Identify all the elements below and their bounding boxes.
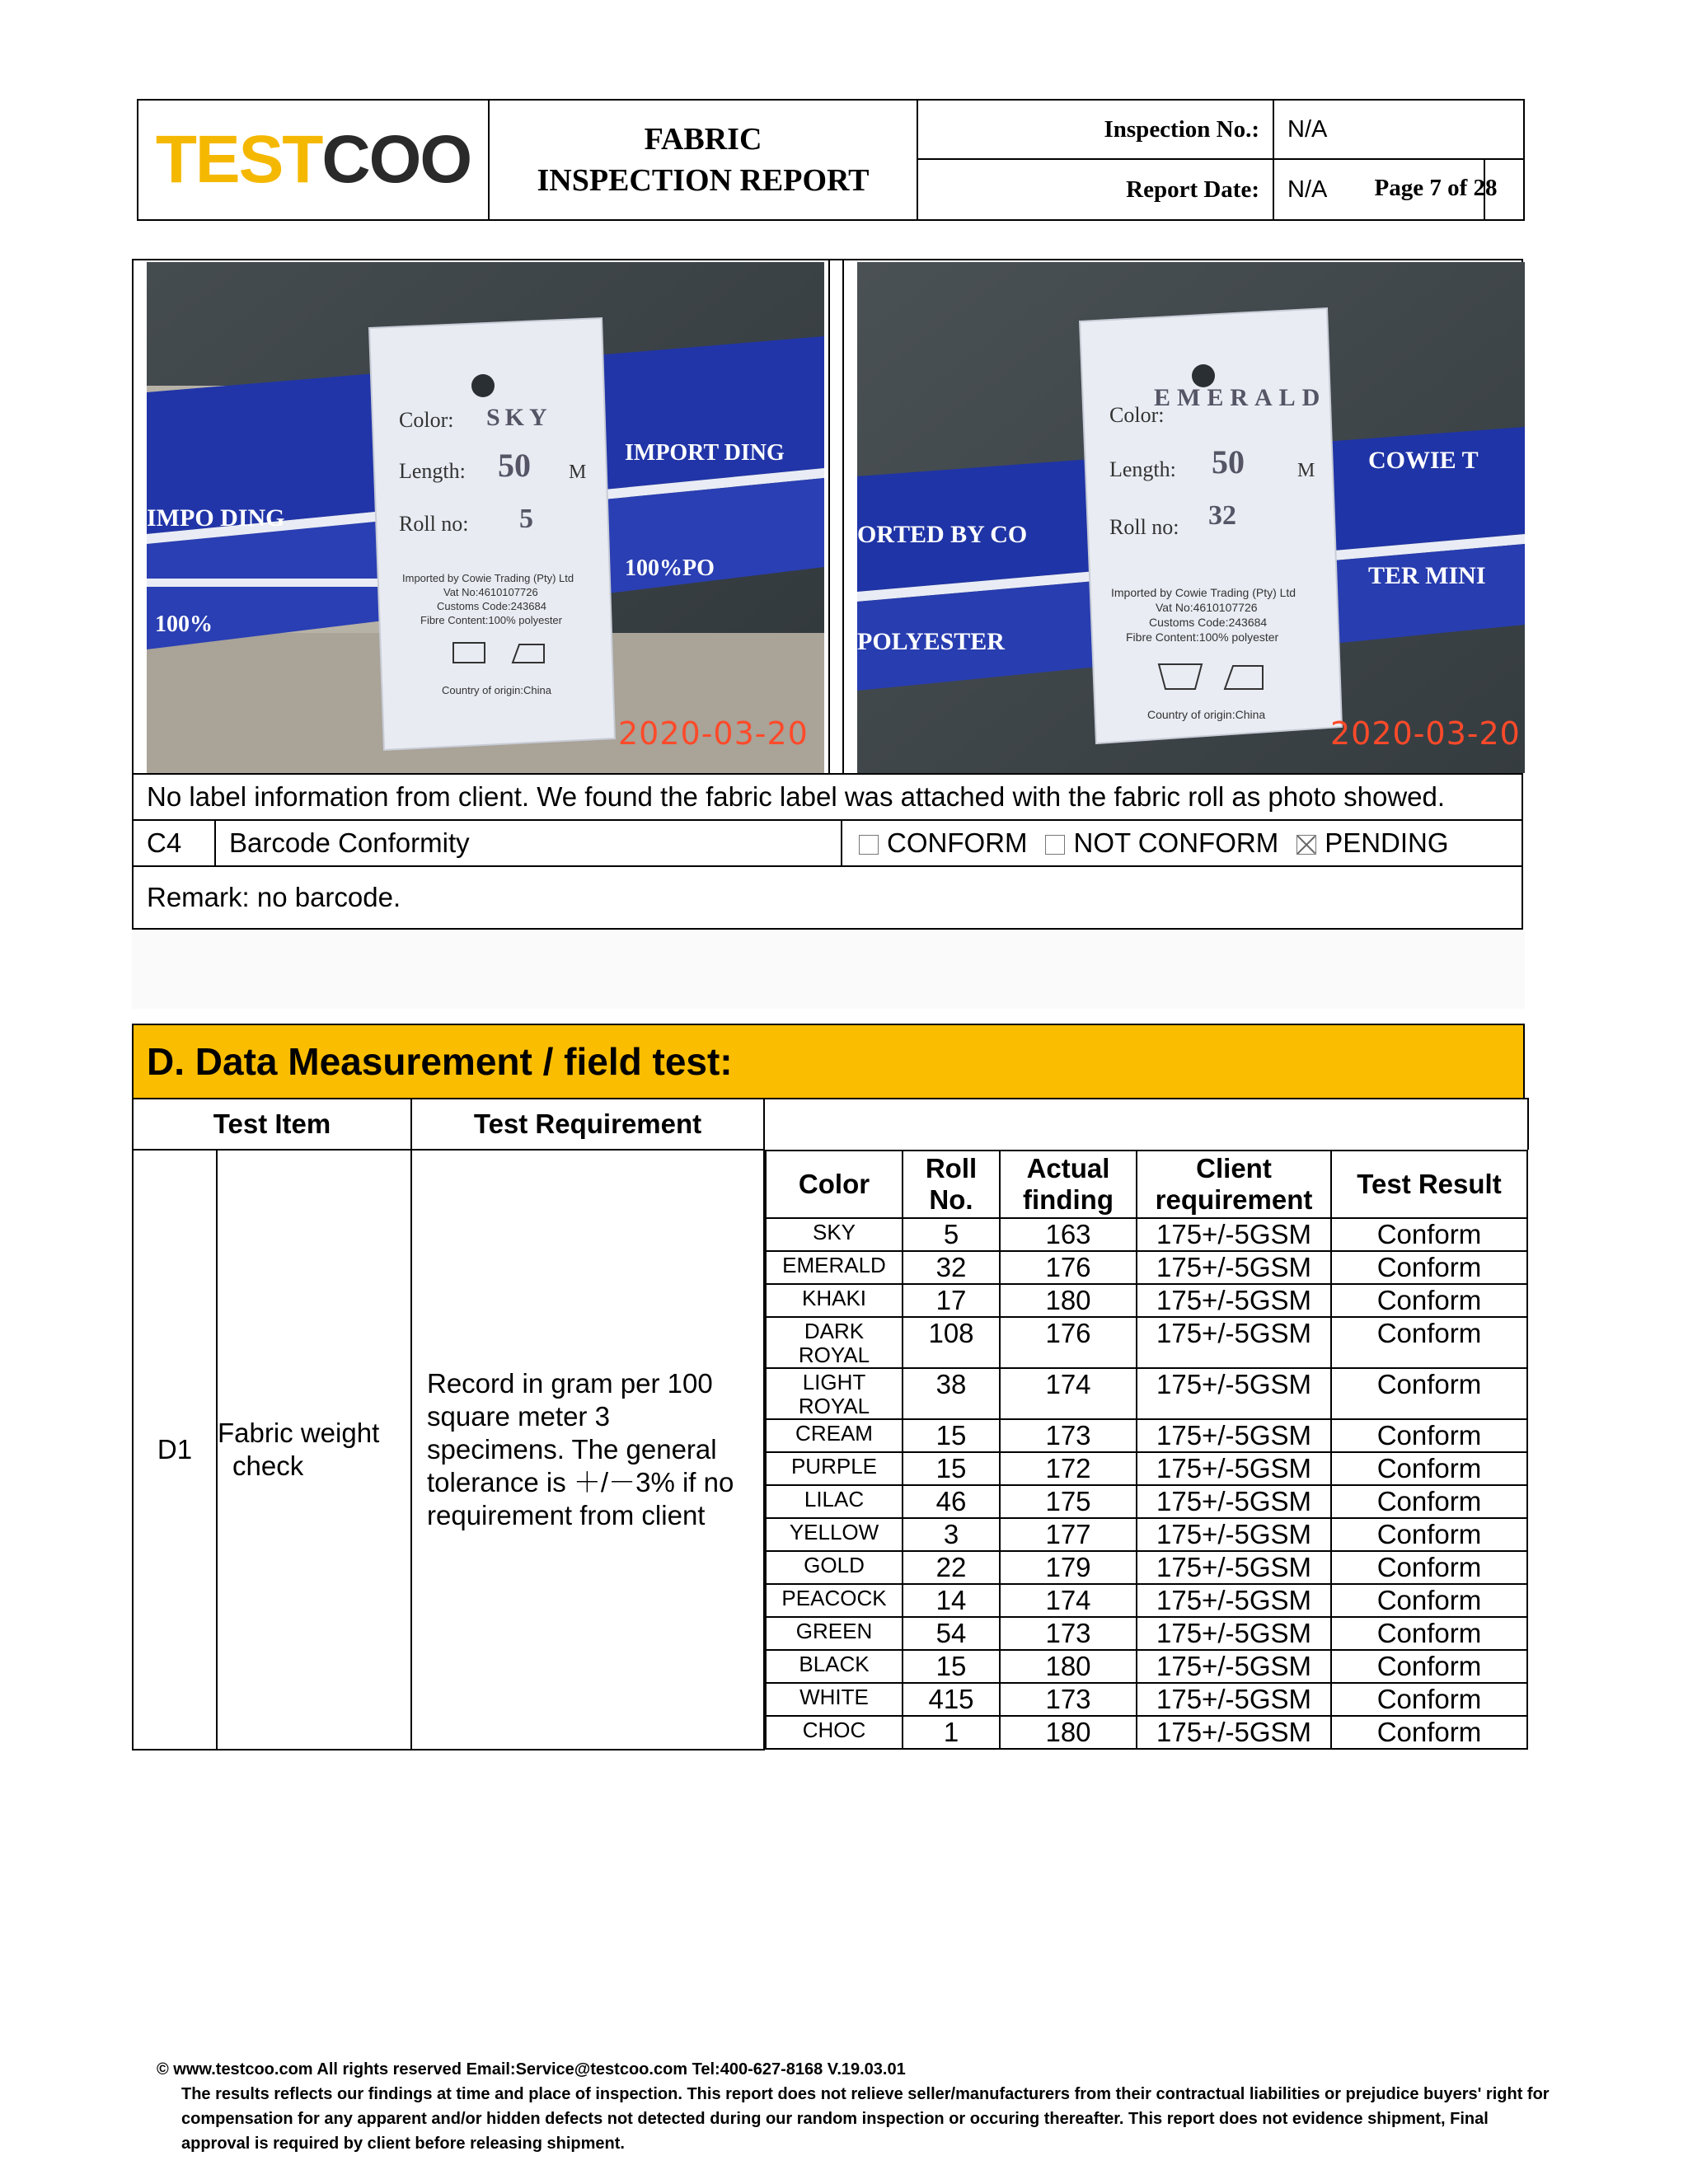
report-date-label: Report Date: [918,160,1274,219]
table-row [766,1251,1527,1284]
cell-color: YELLOW [766,1518,903,1551]
inspection-no-value: N/A [1274,101,1523,160]
cell-client-req: 175+/-5GSM [1137,1251,1331,1284]
tag-customs: Customs Code:243684 [1149,616,1268,629]
pending-checkbox[interactable] [1296,835,1316,855]
data-measurement-table [132,1098,1529,1750]
cell-client-req: 175+/-5GSM [1137,1317,1331,1368]
col-test-requirement: Test Requirement [411,1099,764,1150]
not-conform-option[interactable]: NOT CONFORM [1045,827,1278,859]
photo-emerald-label [857,262,1525,773]
cell-result: Conform [1331,1368,1527,1419]
cell-actual: 177 [1000,1518,1137,1551]
cell-color: CHOC [766,1716,903,1749]
svg-text:100%PO: 100%PO [625,555,715,581]
footer [157,2057,1550,2156]
tag-color-label: Color: [399,408,454,432]
cell-color: WHITE [766,1683,903,1716]
cell-actual: 176 [1000,1317,1137,1368]
cell-actual: 180 [1000,1716,1137,1749]
svg-text:100%: 100% [155,612,213,637]
not-conform-checkbox[interactable] [1045,835,1065,855]
label-note: No label information from client. We found the fabric label was attached with the fabric roll as photo showed. [147,781,1446,812]
cell-roll: 38 [903,1368,1000,1419]
cell-client-req: 175+/-5GSM [1137,1716,1331,1749]
cell-client-req: 175+/-5GSM [1137,1617,1331,1650]
cell-client-req: 175+/-5GSM [1137,1584,1331,1617]
cell-actual: 175 [1000,1485,1137,1518]
cell-roll: 15 [903,1650,1000,1683]
svg-text:IMPORT DING: IMPORT DING [625,440,785,466]
tag-length-value: 50 [1212,443,1245,480]
cell-result: Conform [1331,1218,1527,1251]
svg-text:IMPO DING: IMPO DING [147,504,285,532]
tag-color-label: Color: [1109,403,1165,427]
table-row [766,1650,1527,1683]
svg-text:POLYESTER: POLYESTER [857,628,1005,655]
cell-actual: 180 [1000,1650,1137,1683]
cell-roll: 15 [903,1419,1000,1452]
report-header [137,99,1525,221]
cell-actual: 174 [1000,1368,1137,1419]
inspection-no-label: Inspection No.: [918,101,1274,160]
cell-result: Conform [1331,1485,1527,1518]
cell-actual: 163 [1000,1218,1137,1251]
svg-text:ORTED BY CO: ORTED BY CO [857,521,1028,548]
photo-sky-label [147,262,824,773]
section-d-header [132,1024,1525,1099]
tag-fibre: Fibre Content:100% polyester [420,614,562,626]
cell-result: Conform [1331,1251,1527,1284]
cell-color: EMERALD [766,1251,903,1284]
cell-client-req: 175+/-5GSM [1137,1368,1331,1419]
cell-color: KHAKI [766,1284,903,1317]
cell-roll: 22 [903,1551,1000,1584]
table-row [766,1452,1527,1485]
report-title [490,101,918,219]
cell-actual: 180 [1000,1284,1137,1317]
c4-code: C4 [147,827,182,858]
cell-roll: 17 [903,1284,1000,1317]
cell-color: GREEN [766,1617,903,1650]
table-row [766,1317,1527,1368]
cell-result: Conform [1331,1284,1527,1317]
tag-length-label: Length: [399,459,466,483]
cell-actual: 174 [1000,1584,1137,1617]
cell-result: Conform [1331,1617,1527,1650]
tag-color-value: EMERALD [1154,384,1327,411]
table-row [766,1284,1527,1317]
item-code: D1 [133,1150,217,1750]
tag-vat: Vat No:4610107726 [1156,601,1258,614]
table-row [766,1218,1527,1251]
cell-client-req: 175+/-5GSM [1137,1518,1331,1551]
col-client: Client requirement [1137,1151,1331,1218]
cell-roll: 15 [903,1452,1000,1485]
cell-result: Conform [1331,1452,1527,1485]
testcoo-logo: TESTCOO [155,122,471,197]
table-row [766,1485,1527,1518]
report-date-value: N/A [1274,160,1485,219]
cell-roll: 1 [903,1716,1000,1749]
tag-length-value: 50 [498,447,531,484]
cell-client-req: 175+/-5GSM [1137,1419,1331,1452]
cell-color: DARK ROYAL [766,1317,903,1368]
tag-length-unit: M [569,462,587,483]
cell-roll: 46 [903,1485,1000,1518]
table-row [766,1716,1527,1749]
conform-option[interactable]: CONFORM [859,827,1027,859]
cell-color: CREAM [766,1419,903,1452]
tag-imported: Imported by Cowie Trading (Pty) Ltd [1111,586,1296,599]
cell-actual: 173 [1000,1683,1137,1716]
cell-roll: 108 [903,1317,1000,1368]
footer-disclaimer: The results reflects our findings at time and place of inspection. This report does not relieve seller/manufacturers from their contractual liabilities or prejudice buyers' right for compensation for any apparent and/or hidden defects not detected during our random inspection or occuring thereafter. This report does not evidence shipment, Final approval is required by client before releasing shipment. [181,2085,1550,2153]
section-d-title: D. Data Measurement / field test: [147,1040,733,1083]
report-title-line1: FABRIC [644,122,762,157]
tag-roll-label: Roll no: [1109,515,1179,539]
report-title-line2: INSPECTION REPORT [537,163,870,198]
cell-client-req: 175+/-5GSM [1137,1551,1331,1584]
cell-actual: 179 [1000,1551,1137,1584]
pending-option[interactable]: PENDING [1296,827,1448,859]
cell-color: GOLD [766,1551,903,1584]
tag-customs: Customs Code:243684 [437,600,546,612]
cell-color: PEACOCK [766,1584,903,1617]
c4-title: Barcode Conformity [229,827,470,858]
cell-actual: 176 [1000,1251,1137,1284]
cell-result: Conform [1331,1650,1527,1683]
cell-color: LILAC [766,1485,903,1518]
tag-length-label: Length: [1109,457,1176,481]
table-row [766,1419,1527,1452]
cell-client-req: 175+/-5GSM [1137,1650,1331,1683]
col-result: Test Result [1331,1151,1527,1218]
tag-fibre: Fibre Content:100% polyester [1126,630,1279,644]
col-color: Color [766,1151,903,1218]
cell-result: Conform [1331,1683,1527,1716]
col-test-item: Test Item [133,1099,411,1150]
tag-origin: Country of origin:China [442,684,551,696]
logo-cell [138,101,490,219]
cell-result: Conform [1331,1518,1527,1551]
table-row [766,1683,1527,1716]
tag-origin: Country of origin:China [1147,708,1266,721]
cell-client-req: 175+/-5GSM [1137,1452,1331,1485]
cell-result: Conform [1331,1584,1527,1617]
cell-roll: 3 [903,1518,1000,1551]
item-requirement: Record in gram per 100 square meter 3 specimens. The general tolerance is ＋/－3% if no requirement from client [411,1150,764,1750]
photo-date-stamp: 2020-03-20 [1330,715,1521,752]
cell-actual: 173 [1000,1617,1137,1650]
svg-text:COWIE T: COWIE T [1368,447,1479,474]
svg-text:TER MINI: TER MINI [1368,562,1486,589]
cell-client-req: 175+/-5GSM [1137,1683,1331,1716]
tag-color-value: SKY [486,404,552,431]
table-row [766,1584,1527,1617]
tag-roll-value: 5 [519,504,533,534]
cell-color: LIGHT ROYAL [766,1368,903,1419]
col-actual: Actual finding [1000,1151,1137,1218]
table-row [766,1551,1527,1584]
cell-roll: 5 [903,1218,1000,1251]
cell-result: Conform [1331,1317,1527,1368]
c4-remark: Remark: no barcode. [147,882,401,912]
page-number: Page 7 of 28 [1374,174,1498,201]
tag-vat: Vat No:4610107726 [443,586,538,598]
cell-result: Conform [1331,1419,1527,1452]
cell-client-req: 175+/-5GSM [1137,1485,1331,1518]
table-row [766,1518,1527,1551]
cell-roll: 415 [903,1683,1000,1716]
item-name: Fabric weight check [217,1150,411,1750]
col-roll: Roll No. [903,1151,1000,1218]
photo-date-stamp: 2020-03-20 [618,715,809,752]
tag-roll-label: Roll no: [399,512,469,536]
cell-result: Conform [1331,1716,1527,1749]
cell-roll: 14 [903,1584,1000,1617]
table-row [766,1617,1527,1650]
conform-checkbox[interactable] [859,835,879,855]
label-photo-section [132,259,1523,930]
results-table [765,1150,1528,1750]
cell-roll: 32 [903,1251,1000,1284]
footer-contact: © www.testcoo.com All rights reserved Email:Service@testcoo.com Tel:400-627-8168 V.19.03.01 [157,2060,906,2079]
cell-client-req: 175+/-5GSM [1137,1284,1331,1317]
table-row [766,1368,1527,1419]
cell-actual: 173 [1000,1419,1137,1452]
cell-actual: 172 [1000,1452,1137,1485]
cell-color: SKY [766,1218,903,1251]
c4-options [859,821,1449,865]
tag-roll-value: 32 [1208,500,1236,531]
cell-color: BLACK [766,1650,903,1683]
cell-color: PURPLE [766,1452,903,1485]
tag-length-unit: M [1297,460,1315,481]
cell-client-req: 175+/-5GSM [1137,1218,1331,1251]
tag-imported: Imported by Cowie Trading (Pty) Ltd [402,572,574,584]
cell-roll: 54 [903,1617,1000,1650]
cell-result: Conform [1331,1551,1527,1584]
